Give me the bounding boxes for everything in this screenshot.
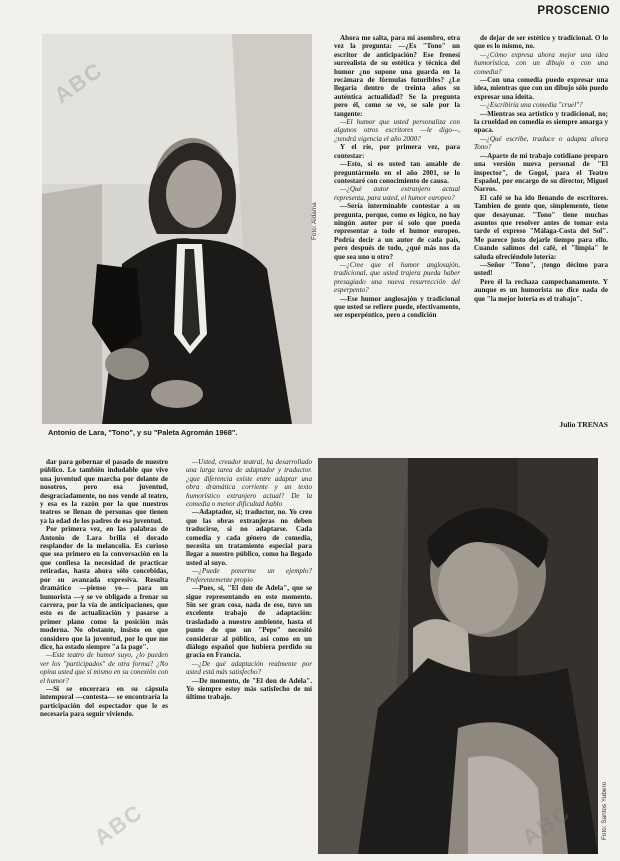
paragraph: Pero él la rechaza campechanamente. Y aunque es un humorista no dice nada de que "la mejor lotería es el trabajo". [474, 277, 608, 303]
paragraph: El café se ha ido llenando de escritores. Tambien de gente que, simplemente, tiene que desayunar. "Tono" tiene muchas asuntos que resolver antes de tomar esta tarde el expreso "Málaga-Costa del Sol". Me parece justo dejarle tiempo para ello. Cuando salimos del café, el "limpia" le saluda ofreciéndole lotería: [474, 193, 608, 261]
paragraph: —Señor "Tono", ¡tengo décimo para usted! [474, 260, 608, 278]
paragraph: —Sería interminable contestar a su pregunta, porque, como es lógico, no hay ningún autor por sí solo que pueda representar a todo el humor europeo. Podría decir a un autor de cada país, pero después de todo, ¿qué más nos da que sea uno u otro? [334, 202, 460, 261]
question: —¿Qué autor extranjero actual representa, para usted, el humor europeo? [334, 185, 460, 202]
photo-tono-thinking [318, 458, 598, 854]
paragraph: —Aparte de mi trabajo cotidiano preparo una versión nueva personal de "El inspector", de Gogol, para el Teatro Español, por encargo de su director, Miguel Narros. [474, 151, 608, 194]
author-signature: Julio TRENAS [559, 420, 608, 429]
paragraph: —Ese humor anglosajón y tradicional que usted se refiere puede, efectivamente, ser esperpéntico, pero a condición [334, 294, 460, 320]
paragraph: —Adaptador, sí; traductor, no. Yo creo que las obras extranjeras no deben traducirse, si no adaptarse. Cada comedia y cada género de comedia, necesita un tratamiento especial para llegar a nuestro público, como ha llegado usted al suyo. [186, 508, 312, 567]
watermark-logo: ABC [89, 798, 148, 851]
question: —¿Escribiría una comedia "cruel"? [480, 101, 583, 110]
paragraph: —Si se encerrara en su cápsula intemporal —contesta— se encontraría la participación del espectador que le es necesaria para seguir viviendo. [40, 684, 168, 719]
article-column-4 [186, 458, 312, 854]
photo-bottom-credit: Foto: Santos Yubero [601, 781, 608, 840]
question: —Este teatro de humor suyo, ¿lo pueden ver los "participados" de otra forma? ¿No opina usted que sí mismo en su conexión con el humor? [40, 651, 168, 685]
article-column-3 [40, 458, 168, 854]
article-column-1 [334, 34, 460, 426]
paragraph: —Con una comedia puedo expresar una idea, mientras que con un dibujo sólo puedo expresar una ideíta. [474, 76, 608, 101]
question: —¿Cree que el humor anglosajón, tradicional, que usted trajera pueda haber presagiado una nueva resurrección del esperpento? [334, 260, 460, 295]
paragraph: —Pues, sí, "El don de Adela", que se sigue representando en este momento. Sin ser gran cosa, nada de eso, tuvo un excelente trabajo de adaptación: trasladado a nuestro ambiente, hasta el punto de que un "Pepe" necesitó considerar al público, así como en un diálogo español que hubiera perdido su gracia en Francia. [186, 584, 312, 660]
question: —¿Qué escribe, traduce o adapta ahora Tono? [474, 134, 608, 152]
paragraph: —Esto, si es usted tan amable de preguntármelo en el año 2001, se lo contestaré con conocimiento de causa. [334, 160, 460, 185]
paragraph: —Mientras sea artístico y tradicional, no; la crueldad en comedia es siempre amarga y opaca. [474, 109, 608, 135]
question: —¿Puede ponerme un ejemplo? Preferentemente propio [186, 567, 312, 584]
watermark-logo: ABC [49, 56, 108, 109]
paragraph: de dejar de ser estético y tradicional. O lo que es lo mismo, no. [474, 34, 608, 51]
question: —¿Cómo expresa ahora mejor una idea humorística, con un dibujo o con una comedia? [474, 50, 608, 76]
photo-top-credit: Foto: Aldama [311, 202, 318, 240]
article-column-2 [474, 34, 608, 414]
paragraph: dar para gobernar el pasado de nuestro público. Lo también indudable que vive una juventud que marcha por delante de nosotros, pero esa juventud, desgraciadamente, no nos vende al teatro, y esa es la razón por la que nuestros teatros se llenan de personas que tienen ya la edad de los padres de esa juventud. [40, 458, 168, 525]
question: —¿De qué adaptación realmente por usted está más satisfecho? [186, 659, 312, 677]
watermark-logo: ABC [517, 798, 576, 851]
section-header: PROSCENIO [537, 5, 610, 17]
photo-image [318, 458, 598, 854]
question: —El humor que usted personaliza con algunos otros escritores —le digo—, ¿tendrá vigencia el año 2000? [334, 118, 460, 143]
paragraph: Ahora me salta, para mi asombro, otra vez la pregunta: —¿Es "Tono" un escritor de anticipación? Ese frenesí surrealista de su estética y técnica del humor ¿no supone una guarda en la recámara de fórmulas futuribles? ¿Le llegaría dentro de treinta años su auténtica actualidad? Se la pregunta pero él, como se ve, se sale por la tangente: [334, 34, 460, 118]
photo-top-caption: Antonio de Lara, "Tono", y su "Paleta Agromán 1968". [48, 428, 238, 437]
question: —Usted, creador teatral, ha desarrollado una larga tarea de adaptador y traductor. ¿que diferencia existe entre adaptar una obra dramática corriente y un texto humorístico extranjero actual? De la comedia o menor dificultad hablo [186, 458, 312, 509]
paragraph: Y el ríe, por primera vez, para contestar: [334, 143, 460, 160]
paragraph: Por primera vez, en las palabras de Antonio de Lara brilla el dorado resplandor de la melancolía. Es curioso que sea primero en la conversación en la que confiesa la necesidad de practicar retiradas, hasta ahora sólo concebidas, por su avanzada expresiva. Resulta dramático —pienso yo— para un humorista —y se ve obligado a frenar su carrera, por la vía de anticipaciones, que esto es de actualización y pasarse a primer plano como la posición más moderna. No obstante, insisto en que considero que la juventud, por lo que me dice, ha estado siempre "a la page". [40, 525, 168, 651]
paragraph: —De momento, de "El don de Adela". Yo siempre estoy más satisfecho de mi último trabajo. [186, 676, 312, 702]
